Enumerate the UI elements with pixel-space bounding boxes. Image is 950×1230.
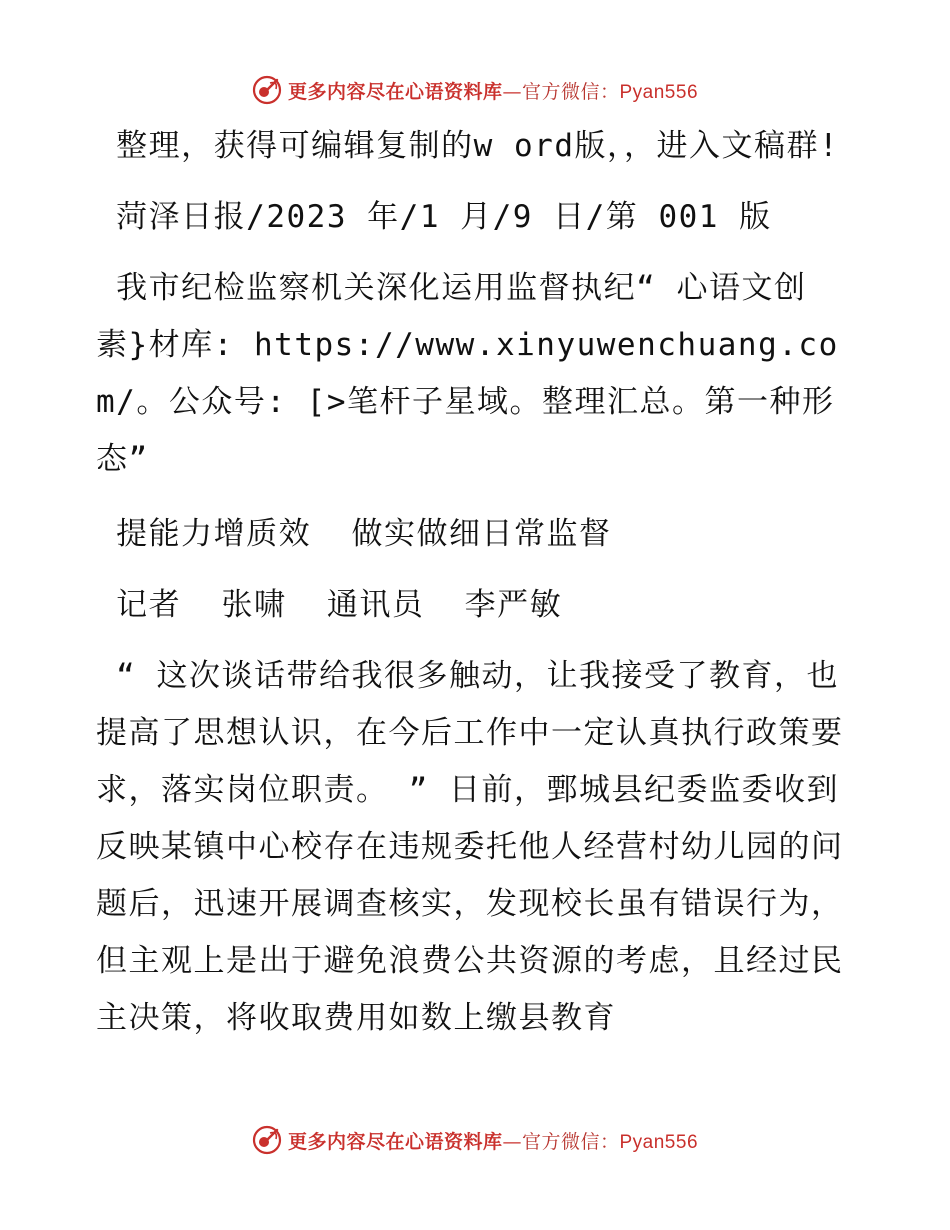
header-banner	[0, 70, 950, 110]
header-site-name: 更多内容尽在心语资料库	[287, 80, 503, 103]
article-headline: 我市纪检监察机关深化运用监督执纪“ 心语文创素}材库: https://www.xinyuwenchuang.com/。公众号: [>笔杆子星域。整理汇总。第一种形态”	[96, 270, 839, 477]
header-wechat-id: Pyan556	[619, 81, 699, 103]
footer-wechat-id: Pyan556	[619, 1131, 699, 1153]
body-paragraph: “ 这次谈话带给我很多触动，让我接受了教育，也提高了思想认识，在今后工作中一定认真执行政策要求，落实岗位职责。 ” 日前，鄄城县纪委监委收到反映某镇中心校存在违规委托他人经营村幼儿园的问题后，迅速开展调查核实，发现校长虽有错误行为，但主观上是出于避免浪费公共资源的考虑，且经过民主决策，将收取费用如数上缴县教育	[96, 658, 844, 1036]
quill-logo-icon	[252, 1125, 282, 1155]
header-wechat-label: 官方微信：	[521, 80, 620, 103]
header-dash: —	[502, 80, 522, 103]
footer-wechat-label: 官方微信：	[521, 1130, 620, 1153]
quill-logo-icon	[252, 75, 282, 105]
byline: 记者 张啸 通讯员 李严敏	[96, 587, 563, 623]
footer-dash: —	[502, 1130, 522, 1153]
article-subheadline: 提能力增质效 做实做细日常监督	[96, 516, 612, 552]
footer-banner	[0, 1120, 950, 1160]
footer-site-name: 更多内容尽在心语资料库	[287, 1130, 503, 1153]
header-watermark	[288, 77, 698, 104]
document-body	[96, 118, 856, 1047]
footer-watermark	[288, 1127, 698, 1154]
intro-paragraph: 整理，获得可编辑复制的w ord版，，进入文稿群!	[96, 128, 840, 164]
source-line: 菏泽日报/2023 年/1 月/9 日/第 001 版	[96, 199, 772, 235]
